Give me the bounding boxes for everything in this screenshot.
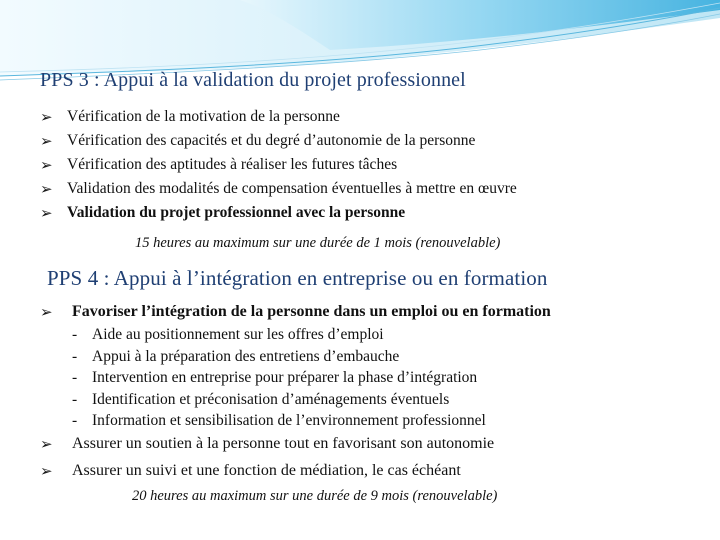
bullet-text: Vérification des aptitudes à réaliser les futures tâches — [67, 156, 398, 173]
sub-item-text: Identification et préconisation d’aménagements éventuels — [92, 390, 450, 408]
sub-item-text: Information et sensibilisation de l’environnement professionnel — [92, 412, 486, 429]
section1-title: PPS 3 : Appui à la validation du projet professionnel — [40, 69, 466, 91]
sub-item-text: Aide au positionnement sur les offres d’emploi — [92, 326, 384, 343]
dash-bullet: - — [72, 390, 78, 408]
sub-item-text: Appui à la préparation des entretiens d’embauche — [92, 347, 400, 365]
bullet-text: Favoriser l’intégration de la personne dans un emploi ou en formation — [72, 303, 551, 320]
bullet-text: Validation du projet professionnel avec la personne — [67, 204, 406, 221]
arrow-bullet-icon: ➢ — [40, 132, 53, 150]
arrow-bullet-icon: ➢ — [40, 303, 53, 321]
arrow-bullet-icon: ➢ — [40, 462, 53, 480]
section2-duration-note: 20 heures au maximum sur une durée de 9 mois (renouvelable) — [132, 488, 498, 504]
dash-bullet: - — [72, 326, 78, 343]
arrow-bullet-icon: ➢ — [40, 435, 53, 453]
section2-title: PPS 4 : Appui à l’intégration en entreprise ou en formation — [47, 266, 548, 290]
bullet-text: Assurer un soutien à la personne tout en favorisant son autonomie — [72, 435, 495, 452]
dash-bullet: - — [72, 347, 78, 365]
arrow-bullet-icon: ➢ — [40, 180, 53, 198]
arrow-bullet-icon: ➢ — [40, 108, 53, 126]
bullet-text: Assurer un suivi et une fonction de médiation, le cas échéant — [72, 462, 461, 479]
dash-bullet: - — [72, 412, 78, 429]
bullet-text: Vérification de la motivation de la personne — [67, 108, 340, 125]
arrow-bullet-icon: ➢ — [40, 204, 53, 222]
arrow-bullet-icon: ➢ — [40, 156, 53, 174]
bullet-text: Validation des modalités de compensation éventuelles à mettre en œuvre — [67, 180, 517, 197]
sub-item-text: Intervention en entreprise pour préparer la phase d’intégration — [92, 369, 478, 386]
section1-duration-note: 15 heures au maximum sur une durée de 1 mois (renouvelable) — [135, 235, 501, 251]
bullet-text: Vérification des capacités et du degré d’autonomie de la personne — [67, 132, 476, 149]
dash-bullet: - — [72, 369, 78, 386]
